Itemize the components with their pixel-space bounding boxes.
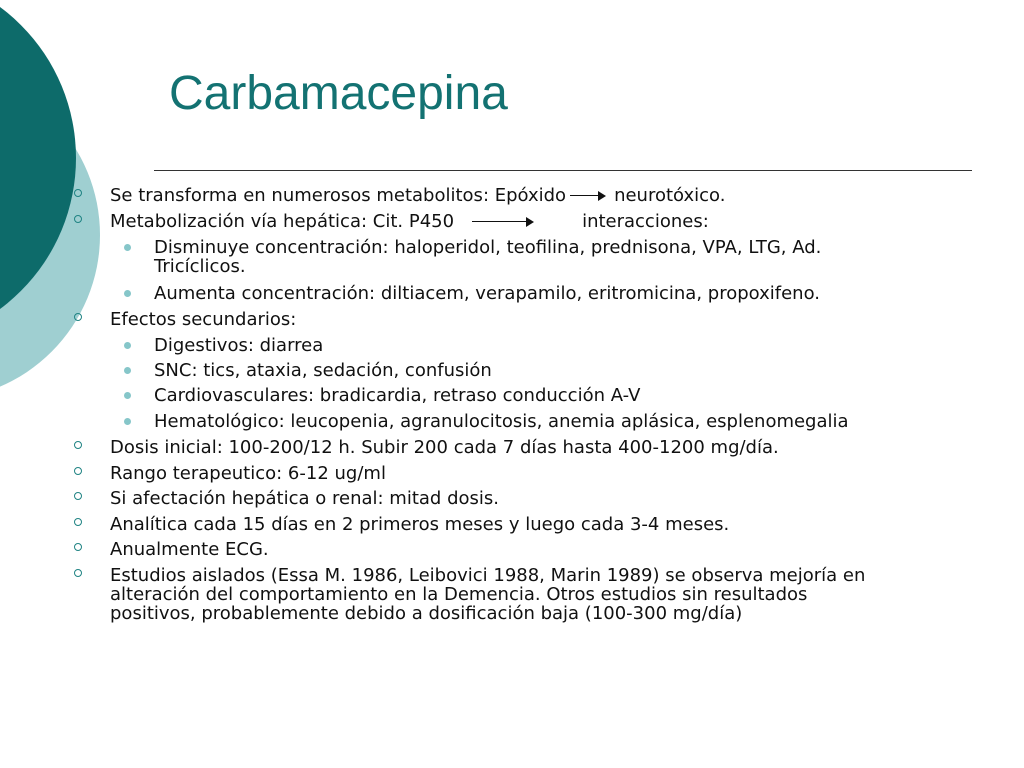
sub-bullet-text: Disminuye concentración: haloperidol, teofilina, prednisona, VPA, LTG, Ad. Tricíclicos. [154,237,822,277]
sub-bullet-text: SNC: tics, ataxia, sedación, confusión [154,360,492,381]
bullet-metabolitos [110,186,725,205]
hollow-circle-bullet-icon [74,189,82,197]
sub-bullet-cardiovasculares [154,386,640,405]
bullet-analitica [110,515,729,534]
sub-bullet-text: Digestivos: diarrea [154,335,324,356]
bullet-text-after: interacciones: [582,211,709,232]
filled-circle-bullet-icon [124,367,131,374]
sub-bullet-text: Aumenta concentración: diltiacem, verapamilo, eritromicina, propoxifeno. [154,283,820,304]
filled-circle-bullet-icon [124,244,131,251]
hollow-circle-bullet-icon [74,215,82,223]
bullet-text: Dosis inicial: 100-200/12 h. Subir 200 cada 7 días hasta 400-1200 mg/día. [110,437,779,458]
sub-bullet-disminuye [154,238,821,276]
hollow-circle-bullet-icon [74,313,82,321]
bullet-dosis-inicial [110,438,779,457]
filled-circle-bullet-icon [124,342,131,349]
bullet-efectos [110,310,296,329]
filled-circle-bullet-icon [124,392,131,399]
bullet-metabolizacion [110,212,709,231]
hollow-circle-bullet-icon [74,569,82,577]
hollow-circle-bullet-icon [74,441,82,449]
bullet-text: Analítica cada 15 días en 2 primeros meses y luego cada 3-4 meses. [110,514,730,535]
bullet-text: Efectos secundarios: [110,309,297,330]
sub-bullet-snc [154,361,492,380]
hollow-circle-bullet-icon [74,543,82,551]
bullet-afectacion [110,489,499,508]
sub-bullet-text: Hematológico: leucopenia, agranulocitosis, anemia aplásica, esplenomegalia [154,411,849,432]
bullet-ecg [110,540,269,559]
bullet-text: Anualmente ECG. [110,539,269,560]
sub-bullet-aumenta [154,284,820,303]
sub-bullet-hematologico [154,412,849,431]
bullet-text: Estudios aislados (Essa M. 1986, Leibovici 1988, Marin 1989) se observa mejoría en alteración del comportamiento en la Demencia. Otros estudios sin resultados positivos, probablemente debido a dosificación baja (100-300 mg/día) [110,565,866,624]
filled-circle-bullet-icon [124,418,131,425]
hollow-circle-bullet-icon [74,467,82,475]
hollow-circle-bullet-icon [74,518,82,526]
bullet-text-after: neurotóxico. [614,185,726,206]
hollow-circle-bullet-icon [74,492,82,500]
sub-bullet-text: Cardiovasculares: bradicardia, retraso conducción A-V [154,385,641,406]
slide-title: Carbamacepina [169,67,508,120]
bullet-text: Metabolización vía hepática: Cit. P450 [110,211,455,232]
sub-bullet-digestivos [154,336,323,355]
arrow-right-icon [472,217,534,227]
arrow-right-icon [570,191,606,201]
bullet-text: Si afectación hepática o renal: mitad dosis. [110,488,499,509]
bullet-text: Se transforma en numerosos metabolitos: Epóxido [110,185,567,206]
bullet-estudios [110,566,865,623]
filled-circle-bullet-icon [124,290,131,297]
bullet-text: Rango terapeutico: 6-12 ug/ml [110,463,386,484]
title-underline [154,170,972,171]
bullet-rango-terapeutico [110,464,386,483]
